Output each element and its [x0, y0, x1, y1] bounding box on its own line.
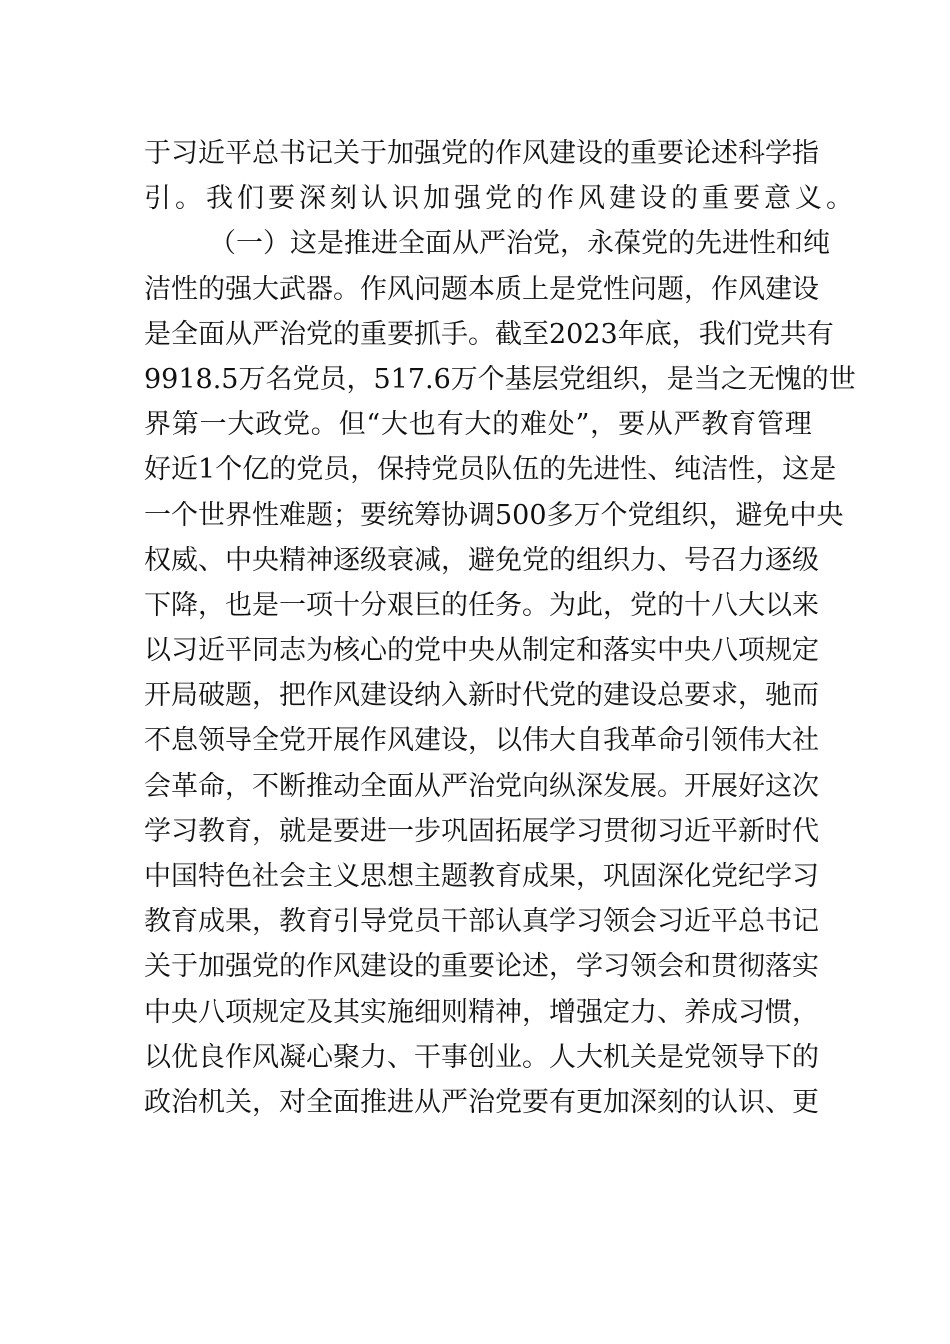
text-line: 关 于 加 强 党 的 作 风 建 设 的 重 要 论 述 ， 学 习 领 会 和 贯 彻 落 实	[144, 951, 819, 983]
text-line: 政 治 机 关 ， 对 全 面 推 进 从 严 治 党 要 有 更 加 深 刻 的 认 识 、 更	[144, 1086, 819, 1118]
text-line: 洁 性 的 强 大 武 器 。 作 风 问 题 本 质 上 是 党 性 问 题 ， 作 风 建 设	[144, 273, 819, 305]
text-line: 是 全 面 从 严 治 党 的 重 要 抓 手 。 截 至 2023 年 底 ， 我 们 党 共 有	[144, 318, 834, 350]
text-line: 中 国 特 色 社 会 主 义 思 想 主 题 教 育 成 果 ， 巩 固 深 化 党 纪 学 习	[144, 861, 819, 892]
text-line: 9918.5 万 名 党 员 ， 517.6 万 个 基 层 党 组 织 ， 是 当 之 无 愧 的 世	[144, 363, 856, 395]
text-line: 中 央 八 项 规 定 及 其 实 施 细 则 精 神 ， 增 强 定 力 、 养 成 习 惯 ，	[144, 996, 819, 1028]
text-line: 教 育 成 果 ， 教 育 引 导 党 员 干 部 认 真 学 习 领 会 习 近 平 总 书 记	[144, 906, 819, 938]
text-line: 一 个 世 界 性 难 题 ； 要 统 筹 协 调 500 多 万 个 党 组 织 ， 避 免 中 央	[144, 499, 844, 531]
text-line: 开 局 破 题 ， 把 作 风 建 设 纳 入 新 时 代 党 的 建 设 总 要 求 ， 驰 而	[144, 680, 819, 712]
text-line: 权 威 、 中 央 精 神 逐 级 衰 减 ， 避 免 党 的 组 织 力 、 号 召 力 逐 级	[144, 544, 819, 576]
text-line: 不 息 领 导 全 党 开 展 作 风 建 设 ， 以 伟 大 自 我 革 命 引 领 伟 大 社	[144, 725, 819, 757]
text-line: 好 近 1 个 亿 的 党 员 ， 保 持 党 员 队 伍 的 先 进 性 、 纯 洁 性 ， 这 是	[144, 454, 837, 486]
text-line: 引。我们要深刻认识加强党的作风建设的重要意义。	[144, 183, 857, 215]
text-line: 会 革 命 ， 不 断 推 动 全 面 从 严 治 党 向 纵 深 发 展 。 开 展 好 这 次	[144, 770, 819, 802]
text-line: 于 习 近 平 总 书 记 关 于 加 强 党 的 作 风 建 设 的 重 要 论 述 科 学 指	[144, 138, 819, 169]
section-heading-line: （ 一 ） 这 是 推 进 全 面 从 严 治 党 ， 永 葆 党 的 先 进 性 和 纯	[209, 228, 830, 260]
body-text	[144, 131, 857, 1125]
text-line: 下 降 ， 也 是 一 项 十 分 艰 巨 的 任 务 。 为 此 ， 党 的 十 八 大 以 来	[144, 589, 819, 621]
text-line: 学 习 教 育 ， 就 是 要 进 一 步 巩 固 拓 展 学 习 贯 彻 习 近 平 新 时 代	[144, 815, 819, 847]
text-line: 以 优 良 作 风 凝 心 聚 力 、 干 事 创 业 。 人 大 机 关 是 党 领 导 下 的	[144, 1041, 819, 1073]
text-line: 界 第 一 大 政 党 。 但 “ 大 也 有 大 的 难 处 ” ， 要 从 严 教 育 管 理	[144, 409, 812, 441]
text-line: 以 习 近 平 同 志 为 核 心 的 党 中 央 从 制 定 和 落 实 中 央 八 项 规 定	[144, 635, 819, 667]
